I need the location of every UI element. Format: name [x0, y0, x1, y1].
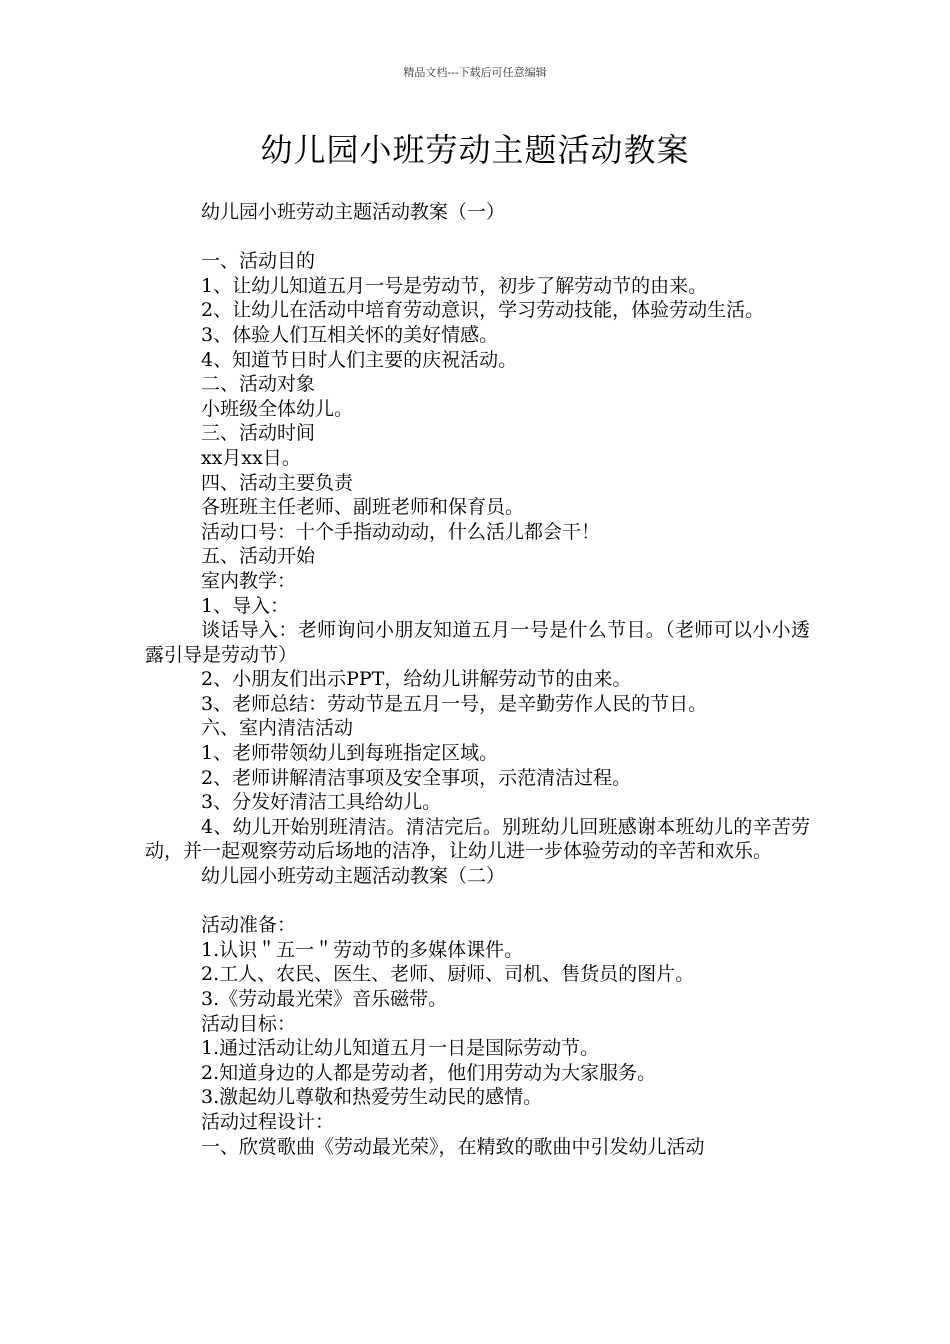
activity-responsible-text: 各班班主任老师、副班老师和保育员。 — [201, 496, 525, 519]
blank-line — [145, 225, 810, 250]
goal-item-1: 1.通过活动让幼儿知道五月一日是国际劳动节。 — [201, 1037, 600, 1060]
section-heading-part-one: 幼儿园小班劳动主题活动教案（一） — [201, 201, 506, 223]
intro-paragraph: 谈话导入：老师询问小朋友知道五月一号是什么节目。（老师可以小小透露引导是劳动节） — [145, 619, 810, 666]
heading-activity-start: 五、活动开始 — [201, 545, 316, 568]
header-note: 精品文档---下载后可任意编辑 — [403, 66, 547, 79]
heading-activity-preparation: 活动准备： — [201, 914, 297, 937]
purpose-item-3: 3、体验人们互相关怀的美好情感。 — [201, 323, 499, 346]
goal-item-3: 3.激起幼儿尊敬和热爱劳生动民的感情。 — [201, 1086, 543, 1109]
purpose-item-1: 1、让幼儿知道五月一号是劳动节，初步了解劳动节的由来。 — [201, 274, 708, 297]
preparation-item-1: 1.认识＂五一＂劳动节的多媒体课件。 — [201, 938, 524, 961]
document-title: 幼儿园小班劳动主题活动教案 — [260, 131, 690, 169]
teaching-step-3: 3、老师总结：劳动节是五月一号，是辛勤劳作人民的节日。 — [201, 692, 708, 715]
heading-activity-responsible: 四、活动主要负责 — [201, 471, 354, 494]
heading-process-design: 活动过程设计： — [201, 1110, 335, 1133]
blank-line — [145, 889, 810, 914]
cleaning-step-3: 3、分发好清洁工具给幼儿。 — [201, 791, 442, 814]
activity-time-text: xx月xx日。 — [201, 446, 301, 469]
cleaning-step-4: 4、幼儿开始别班清洁。清洁完后。别班幼儿回班感谢本班幼儿的辛苦劳动，并一起观察劳动后场地的洁净，让幼儿进一步体验劳动的辛苦和欢乐。 — [145, 815, 810, 863]
heading-activity-time: 三、活动时间 — [201, 422, 316, 445]
activity-slogan: 活动口号：十个手指动动动，什么活儿都会干！ — [201, 520, 601, 543]
goal-item-2: 2.知道身边的人都是劳动者，他们用劳动为大家服务。 — [201, 1061, 657, 1084]
heading-activity-target: 二、活动对象 — [201, 373, 316, 396]
document-body — [145, 200, 810, 1159]
heading-indoor-cleaning: 六、室内清洁活动 — [201, 717, 354, 740]
intro-label: 1、导入： — [201, 594, 290, 617]
cleaning-step-2: 2、老师讲解清洁事项及安全事项，示范清洁过程。 — [201, 766, 632, 789]
purpose-item-2: 2、让幼儿在活动中培育劳动意识，学习劳动技能，体验劳动生活。 — [201, 299, 765, 322]
heading-activity-goals: 活动目标： — [201, 1012, 297, 1035]
process-step-1: 一、欣赏歌曲《劳动最光荣》，在精致的歌曲中引发幼儿活动 — [201, 1135, 705, 1158]
cleaning-step-1: 1、老师带领幼儿到每班指定区域。 — [201, 742, 499, 765]
indoor-teaching-label: 室内教学： — [201, 569, 297, 592]
activity-target-text: 小班级全体幼儿。 — [201, 397, 354, 420]
teaching-step-2: 2、小朋友们出示PPT，给幼儿讲解劳动节的由来。 — [201, 668, 632, 691]
heading-activity-purpose: 一、活动目的 — [201, 250, 316, 273]
section-heading-part-two: 幼儿园小班劳动主题活动教案（二） — [201, 865, 506, 888]
purpose-item-4: 4、知道节日时人们主要的庆祝活动。 — [201, 348, 518, 371]
preparation-item-2: 2.工人、农民、医生、老师、厨师、司机、售货员的图片。 — [201, 963, 695, 986]
preparation-item-3: 3.《劳动最光荣》音乐磁带。 — [201, 988, 448, 1010]
